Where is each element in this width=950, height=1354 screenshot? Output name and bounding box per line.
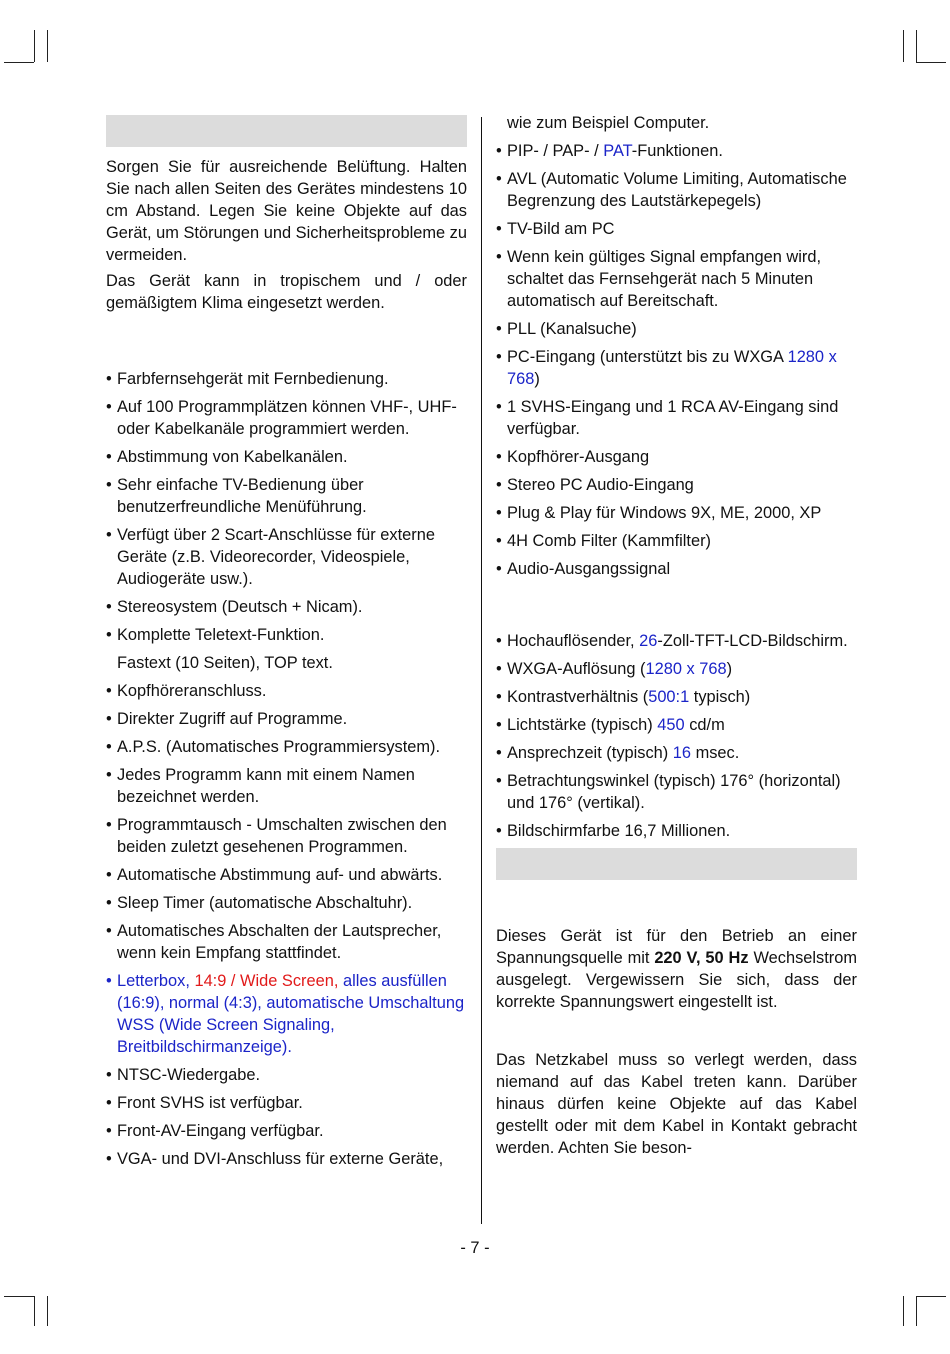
list-item: • Komplette Teletext-Funktion. <box>106 626 325 644</box>
list-item: • NTSC-Wiedergabe. <box>106 1066 261 1084</box>
list-item: • Stereosystem (Deutsch + Nicam). <box>106 598 363 616</box>
list-item: • Auf 100 Programmplätzen können VHF-, UHF- oder Kabelkanäle programmiert werden. <box>106 398 457 438</box>
feature-list <box>106 368 467 1170</box>
list-item: • Sehr einfache TV-Bedienung über benutzerfreundliche Menüführung. <box>106 476 367 516</box>
list-item: • Jedes Programm kann mit einem Namen bezeichnet werden. <box>106 766 415 806</box>
list-item: • Automatische Abstimmung auf- und abwärts. <box>106 866 443 884</box>
list-item: • Front SVHS ist verfügbar. <box>106 1094 303 1112</box>
list-item: • Kopfhörer-Ausgang <box>496 448 650 466</box>
list-item: • Kontrastverhältnis (500:1 typisch) <box>496 688 751 706</box>
crop-mark <box>47 30 48 62</box>
list-item: • 1 SVHS-Eingang und 1 RCA AV-Eingang sind verfügbar. <box>496 398 839 438</box>
list-item: • PLL (Kanalsuche) <box>496 320 637 338</box>
list-item: • TV-Bild am PC <box>496 220 615 238</box>
section-header-bar <box>496 848 857 880</box>
list-item: • AVL (Automatic Volume Limiting, Automatische Begrenzung des Lautstärkepegels) <box>496 170 847 210</box>
list-item: • PC-Eingang (unterstützt bis zu WXGA 1280 x 768) <box>496 348 837 388</box>
crop-mark <box>34 1296 35 1326</box>
list-item: • Hochauflösender, 26-Zoll-TFT-LCD-Bildschirm. <box>496 632 848 650</box>
list-item: • Abstimmung von Kabelkanälen. <box>106 448 348 466</box>
crop-mark <box>47 1296 48 1326</box>
crop-mark <box>34 30 35 62</box>
power-paragraph: Dieses Gerät ist für den Betrieb an einer Spannungsquelle mit 220 V, 50 Hz Wechselstrom ausgelegt. Vergewissern Sie sich, dass der korrekte Spannungswert eingestellt ist. <box>496 927 857 1011</box>
list-item: • Programmtausch - Umschalten zwischen den beiden zuletzt gesehenen Programmen. <box>106 816 447 856</box>
list-item: • Audio-Ausgangssignal <box>496 560 671 578</box>
list-item: • Wenn kein gültiges Signal empfangen wird, schaltet das Fernsehgerät nach 5 Minuten automatisch auf Bereitschaft. <box>496 248 822 310</box>
list-item-continuation: Fastext (10 Seiten), TOP text. <box>117 654 333 672</box>
power-cord-paragraph: Das Netzkabel muss so verlegt werden, dass niemand auf das Kabel treten kann. Darüber hinaus dürfen keine Objekte auf das Kabel gestellt oder mit dem Kabel in Kontakt gebracht werden. Achten Sie beson- <box>496 1051 857 1157</box>
list-item: • Plug & Play für Windows 9X, ME, 2000, XP <box>496 504 822 522</box>
list-item: • A.P.S. (Automatisches Programmiersystem). <box>106 738 441 756</box>
list-item: • Verfügt über 2 Scart-Anschlüsse für externe Geräte (z.B. Videorecorder, Videospiele, Audiogeräte usw.). <box>106 526 435 588</box>
left-column <box>106 112 467 1176</box>
list-item: • Automatisches Abschalten der Lautsprecher, wenn kein Empfang stattfindet. <box>106 922 442 962</box>
page-number: - 7 - <box>460 1239 490 1257</box>
column-divider <box>481 117 482 1224</box>
crop-mark <box>916 1296 946 1297</box>
crop-mark <box>903 30 904 62</box>
crop-mark <box>4 62 34 63</box>
list-item: • PIP- / PAP- / PAT-Funktionen. <box>496 142 723 160</box>
crop-mark <box>916 62 946 63</box>
section-spacer <box>496 889 857 925</box>
list-item-continuation: wie zum Beispiel Computer. <box>507 114 710 132</box>
ventilation-paragraph: Sorgen Sie für ausreichende Belüftung. Halten Sie nach allen Seiten des Gerätes mindestens 10 cm Abstand. Legen Sie keine Objekte auf das Gerät, um Störungen und Sicherheitsprobleme zu vermeiden. <box>106 158 467 264</box>
specifications-list <box>496 630 857 842</box>
list-item: • VGA- und DVI-Anschluss für externe Geräte, <box>106 1150 444 1168</box>
section-spacer <box>496 586 857 630</box>
section-spacer <box>106 318 467 368</box>
climate-paragraph: Das Gerät kann in tropischem und / oder gemäßigtem Klima eingesetzt werden. <box>106 272 467 312</box>
section-header-bar <box>106 115 467 147</box>
list-item: • Lichtstärke (typisch) 450 cd/m <box>496 716 725 734</box>
crop-mark <box>903 1296 904 1326</box>
list-item: • Ansprechzeit (typisch) 16 msec. <box>496 744 740 762</box>
list-item-screen-formats: • Letterbox, 14:9 / Wide Screen, alles ausfüllen (16:9), normal (4:3), automatische Umschaltung WSS (Wide Screen Signaling, Breitbildschirmanzeige). <box>106 972 465 1056</box>
list-item: • Front-AV-Eingang verfügbar. <box>106 1122 324 1140</box>
list-item: • Sleep Timer (automatische Abschaltuhr). <box>106 894 413 912</box>
list-item: • Direkter Zugriff auf Programme. <box>106 710 348 728</box>
crop-mark <box>4 1296 34 1297</box>
crop-mark <box>916 30 917 62</box>
list-item: • WXGA-Auflösung (1280 x 768) <box>496 660 733 678</box>
list-item: • Farbfernsehgerät mit Fernbedienung. <box>106 370 389 388</box>
feature-list-continued <box>496 112 857 580</box>
crop-mark <box>916 1296 917 1326</box>
list-item: • 4H Comb Filter (Kammfilter) <box>496 532 711 550</box>
list-item: • Betrachtungswinkel (typisch) 176° (horizontal) und 176° (vertikal). <box>496 772 841 812</box>
right-column <box>496 112 857 1163</box>
list-item: • Stereo PC Audio-Eingang <box>496 476 694 494</box>
list-item: • Bildschirmfarbe 16,7 Millionen. <box>496 822 731 840</box>
list-item: • Kopfhöreranschluss. <box>106 682 267 700</box>
section-spacer <box>496 1017 857 1049</box>
